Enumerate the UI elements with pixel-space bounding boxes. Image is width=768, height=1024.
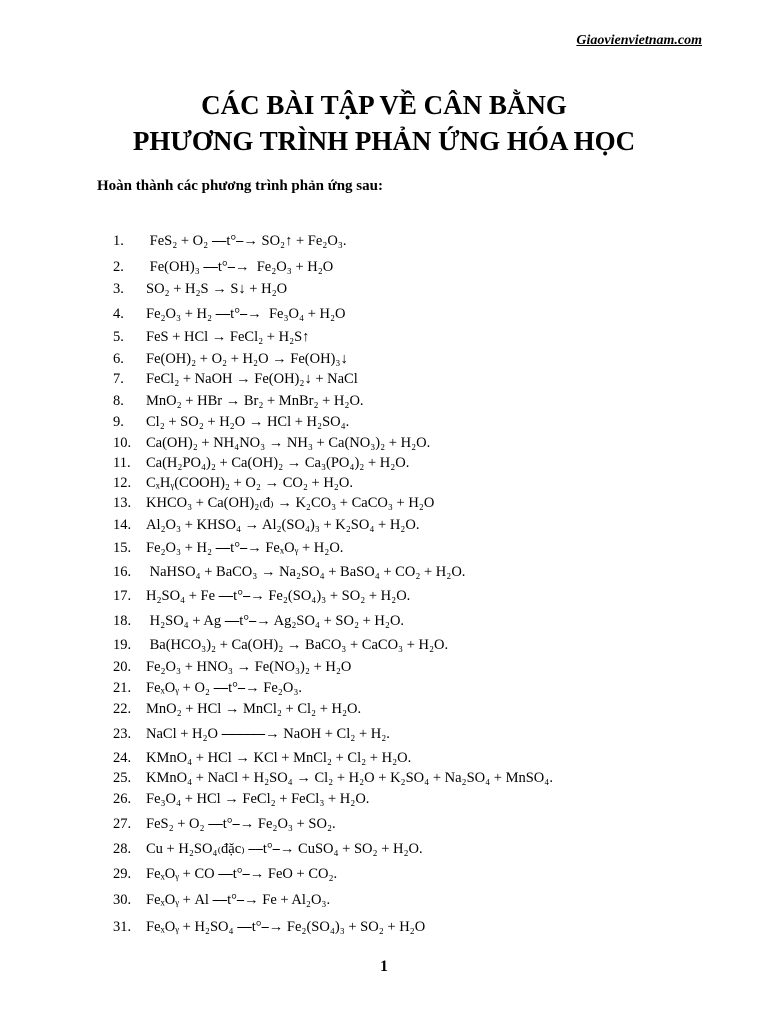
- page-title-line1: CÁC BÀI TẬP VỀ CÂN BẰNG: [201, 90, 567, 120]
- equation-row: [113, 328, 309, 346]
- equation-number: 29.: [113, 866, 132, 882]
- equation-row: [113, 370, 358, 388]
- equation-number: 12.: [113, 475, 132, 491]
- equation-number: 6.: [113, 351, 124, 367]
- equation-row: [113, 474, 353, 492]
- equation-number: 14.: [113, 517, 132, 533]
- equation-row: [113, 700, 361, 718]
- equation-row: [113, 612, 404, 630]
- equation-number: 21.: [113, 680, 132, 696]
- equation-text: Fe(OH)₂ + O₂ + H₂O → Fe(OH)₃↓: [146, 351, 348, 367]
- equation-row: [113, 679, 302, 697]
- equation-text: Ca(H₂PO₄)₂ + Ca(OH)₂ → Ca₃(PO₄)₂ + H₂O.: [146, 455, 410, 471]
- equation-number: 26.: [113, 791, 132, 807]
- equation-row: [113, 494, 434, 512]
- equation-row: [113, 392, 364, 410]
- equation-row: [113, 232, 347, 250]
- equation-number: 28.: [113, 841, 132, 857]
- equation-number: 5.: [113, 329, 124, 345]
- equation-row: [113, 454, 409, 472]
- equation-number: 27.: [113, 816, 132, 832]
- instruction-text: Hoàn thành các phương trình phản ứng sau:: [97, 178, 383, 194]
- equation-number: 8.: [113, 393, 124, 409]
- equation-number: 13.: [113, 495, 132, 511]
- equation-row: [113, 918, 425, 936]
- equation-number: 31.: [113, 919, 132, 935]
- equation-row: [113, 258, 333, 276]
- equation-text: FeS₂ + O₂ ⎯⎯t°⎯→ SO₂↑ + Fe₂O₃.: [146, 233, 347, 249]
- equation-number: 23.: [113, 726, 132, 742]
- equation-row: [113, 587, 410, 605]
- equation-text: FeS + HCl → FeCl₂ + H₂S↑: [146, 329, 310, 345]
- equation-text: KHCO₃ + Ca(OH)₂₍đ₎ → K₂CO₃ + CaCO₃ + H₂O: [146, 495, 435, 511]
- equation-text: FeS₂ + O₂ ⎯⎯t°⎯→ Fe₂O₃ + SO₂.: [146, 816, 336, 832]
- equation-text: MnO₂ + HBr → Br₂ + MnBr₂ + H₂O.: [146, 393, 364, 409]
- equation-text: FeₓOᵧ + H₂SO₄ ⎯⎯t°⎯→ Fe₂(SO₄)₃ + SO₂ + H₂O: [146, 919, 426, 935]
- equation-row: [113, 539, 343, 557]
- equation-number: 15.: [113, 540, 132, 556]
- equation-text: NaCl + H₂O ⎯⎯⎯⎯⎯⎯→ NaOH + Cl₂ + H₂.: [146, 726, 390, 742]
- equation-row: [113, 725, 390, 743]
- equation-row: [113, 563, 465, 581]
- equation-text: NaHSO₄ + BaCO₃ → Na₂SO₄ + BaSO₄ + CO₂ + H₂O.: [146, 564, 466, 580]
- equation-row: [113, 658, 351, 676]
- equation-number: 24.: [113, 750, 132, 766]
- equation-row: [113, 413, 349, 431]
- equation-text: CₓHᵧ(COOH)₂ + O₂ → CO₂ + H₂O.: [146, 475, 353, 491]
- equation-text: Fe₂O₃ + H₂ ⎯⎯t°⎯→ FeₓOᵧ + H₂O.: [146, 540, 344, 556]
- equation-number: 18.: [113, 613, 132, 629]
- equation-text: Fe₃O₄ + HCl → FeCl₂ + FeCl₃ + H₂O.: [146, 791, 370, 807]
- equation-number: 25.: [113, 770, 132, 786]
- equation-row: [113, 790, 369, 808]
- equation-text: Fe₂O₃ + H₂ ⎯⎯t°⎯→ Fe₃O₄ + H₂O: [146, 306, 346, 322]
- equation-row: [113, 749, 411, 767]
- equation-row: [113, 516, 419, 534]
- equation-number: 7.: [113, 371, 124, 387]
- equation-number: 10.: [113, 435, 132, 451]
- equation-number: 9.: [113, 414, 124, 430]
- equation-text: FeₓOᵧ + Al ⎯⎯t°⎯→ Fe + Al₂O₃.: [146, 892, 331, 908]
- equation-text: Ca(OH)₂ + NH₄NO₃ → NH₃ + Ca(NO₃)₂ + H₂O.: [146, 435, 431, 451]
- equation-text: FeₓOᵧ + O₂ ⎯⎯t°⎯→ Fe₂O₃.: [146, 680, 303, 696]
- equation-text: Cu + H₂SO₄₍đặc₎ ⎯⎯t°⎯→ CuSO₄ + SO₂ + H₂O.: [146, 841, 423, 857]
- equation-row: [113, 305, 346, 323]
- equation-text: Fe₂O₃ + HNO₃ → Fe(NO₃)₂ + H₂O: [146, 659, 352, 675]
- equation-number: 20.: [113, 659, 132, 675]
- equation-text: H₂SO₄ + Fe ⎯⎯t°⎯→ Fe₂(SO₄)₃ + SO₂ + H₂O.: [146, 588, 411, 604]
- equation-text: Fe(OH)₃ ⎯⎯t°⎯→ Fe₂O₃ + H₂O: [146, 259, 334, 275]
- site-watermark: Giaovienvietnam.com: [576, 33, 702, 48]
- equation-row: [113, 865, 337, 883]
- equation-text: FeCl₂ + NaOH → Fe(OH)₂↓ + NaCl: [146, 371, 358, 387]
- equation-row: [113, 434, 430, 452]
- equation-text: KMnO₄ + NaCl + H₂SO₄ → Cl₂ + H₂O + K₂SO₄ + Na₂SO₄ + MnSO₄.: [146, 770, 553, 786]
- equation-row: [113, 350, 348, 368]
- equation-number: 2.: [113, 259, 124, 275]
- equation-text: Al₂O₃ + KHSO₄ → Al₂(SO₄)₃ + K₂SO₄ + H₂O.: [146, 517, 420, 533]
- equation-text: Ba(HCO₃)₂ + Ca(OH)₂ → BaCO₃ + CaCO₃ + H₂O.: [146, 637, 449, 653]
- equation-text: H₂SO₄ + Ag ⎯⎯t°⎯→ Ag₂SO₄ + SO₂ + H₂O.: [146, 613, 405, 629]
- page-title-line2: PHƯƠNG TRÌNH PHẢN ỨNG HÓA HỌC: [132, 126, 636, 156]
- equation-number: 30.: [113, 892, 132, 908]
- equation-text: SO₂ + H₂S → S↓ + H₂O: [146, 281, 288, 297]
- equation-number: 3.: [113, 281, 124, 297]
- equation-row: [113, 840, 423, 858]
- equation-number: 22.: [113, 701, 132, 717]
- equation-number: 19.: [113, 637, 132, 653]
- equation-text: MnO₂ + HCl → MnCl₂ + Cl₂ + H₂O.: [146, 701, 362, 717]
- page-number: 1: [380, 958, 388, 975]
- equation-number: 17.: [113, 588, 132, 604]
- equation-row: [113, 280, 287, 298]
- equation-text: KMnO₄ + HCl → KCl + MnCl₂ + Cl₂ + H₂O.: [146, 750, 412, 766]
- equation-row: [113, 769, 553, 787]
- equation-row: [113, 891, 330, 909]
- equation-number: 4.: [113, 306, 124, 322]
- equation-text: FeₓOᵧ + CO ⎯⎯t°⎯→ FeO + CO₂.: [146, 866, 338, 882]
- equation-number: 11.: [113, 455, 131, 471]
- equation-number: 16.: [113, 564, 132, 580]
- equation-row: [113, 815, 336, 833]
- equation-text: Cl₂ + SO₂ + H₂O → HCl + H₂SO₄.: [146, 414, 350, 430]
- equation-row: [113, 636, 448, 654]
- equation-number: 1.: [113, 233, 124, 249]
